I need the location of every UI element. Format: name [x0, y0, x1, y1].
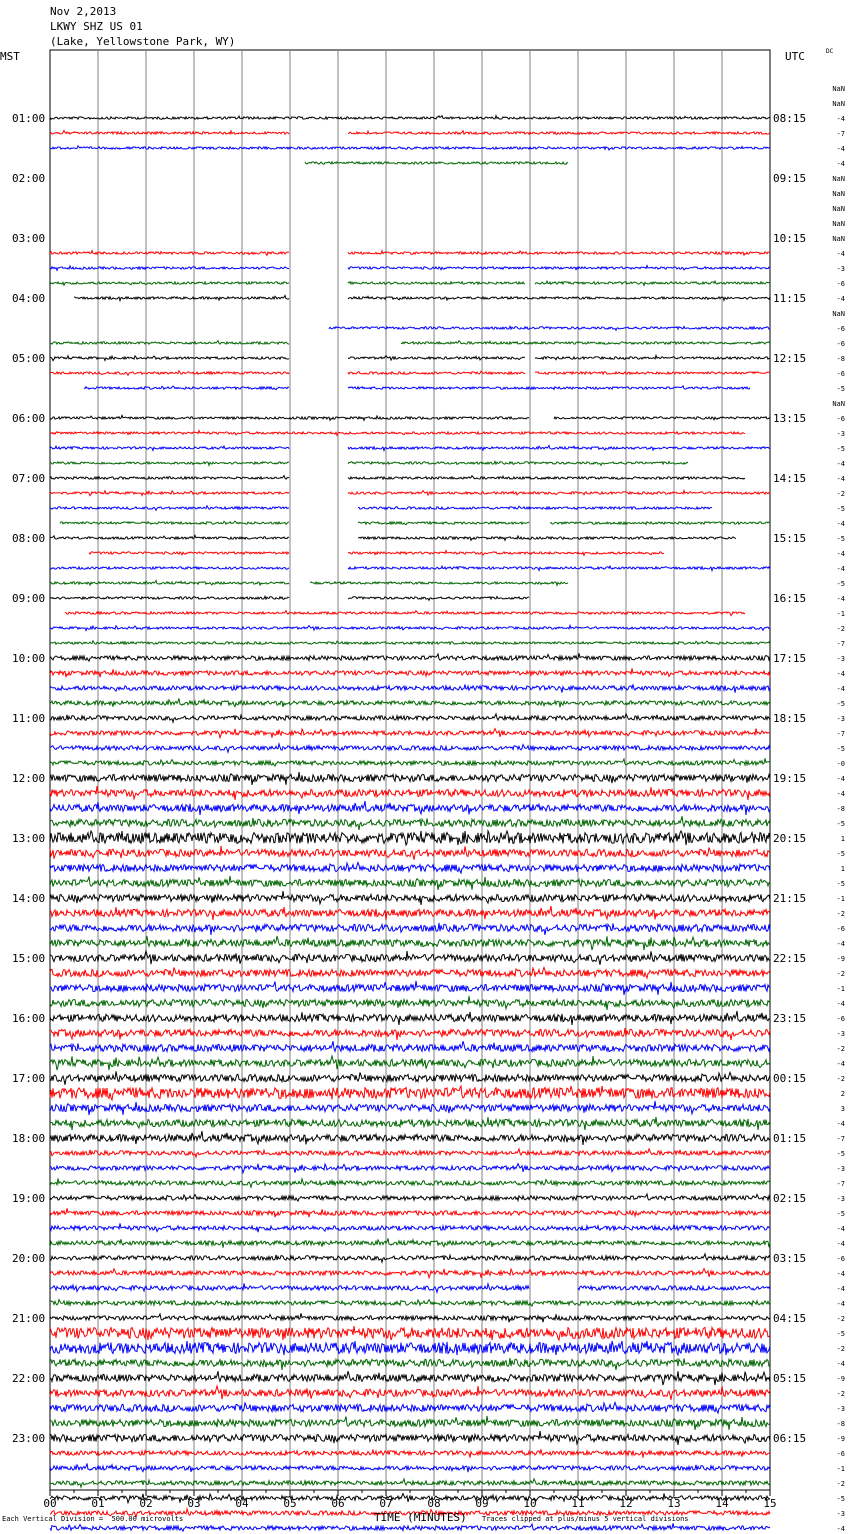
- dc-offset-label: -7: [836, 1135, 845, 1143]
- dc-offset-label: -3: [836, 655, 845, 663]
- hour-label-left: 10:00: [12, 652, 46, 665]
- dc-offset-label: -3: [836, 1405, 845, 1413]
- seismic-trace: [50, 1011, 770, 1025]
- dc-offset-label: -5: [836, 1330, 845, 1338]
- seismic-trace: [50, 1041, 770, 1052]
- dc-offset-label: -4: [836, 1000, 845, 1008]
- seismic-trace: [50, 1071, 770, 1085]
- dc-offset-label: -4: [836, 940, 845, 948]
- dc-offset-label: -4: [836, 1225, 845, 1233]
- dc-offset-label: -6: [836, 340, 845, 348]
- seismic-trace: [50, 923, 770, 935]
- dc-offset-label: -4: [836, 775, 845, 783]
- hour-label-left: 20:00: [12, 1252, 46, 1265]
- dc-offset-label: -4: [836, 550, 845, 558]
- hour-label-right: 17:15: [773, 652, 807, 665]
- hour-label-right: 09:15: [773, 172, 807, 185]
- dc-offset-label: NaN: [832, 310, 845, 318]
- hour-label-left: 12:00: [12, 772, 46, 785]
- dc-offset-label: -6: [836, 280, 845, 288]
- hour-label-right: 11:15: [773, 292, 807, 305]
- x-tick-label: 10: [523, 1497, 537, 1510]
- seismic-trace: [50, 266, 770, 271]
- dc-offset-label: -7: [836, 1180, 845, 1188]
- seismic-trace: [50, 446, 770, 451]
- dc-offset-label: -4: [836, 1270, 845, 1278]
- seismic-trace: [50, 1371, 770, 1385]
- seismic-trace: [50, 936, 770, 950]
- seismic-trace: [50, 744, 770, 752]
- hour-label-left: 17:00: [12, 1072, 46, 1085]
- dc-offset-label: -2: [836, 1045, 845, 1053]
- seismic-trace: [50, 1149, 770, 1157]
- date-label: Nov 2,2013: [50, 5, 117, 18]
- dc-offset-label: -2: [836, 910, 845, 918]
- dc-offset-label: 1: [840, 865, 845, 873]
- dc-offset-label: -9: [836, 955, 845, 963]
- seismic-trace: [50, 461, 770, 465]
- seismic-trace: [305, 162, 770, 164]
- clip-note: Traces clipped at plus/minus 5 vertical divisions: [482, 1515, 689, 1523]
- seismic-trace: [50, 1479, 770, 1487]
- dc-offset-label: -2: [836, 625, 845, 633]
- seismic-trace: [84, 386, 770, 390]
- seismic-trace: [50, 684, 770, 692]
- dc-offset-label: NaN: [832, 400, 845, 408]
- seismic-trace: [50, 772, 770, 785]
- dc-offset-label: -4: [836, 1300, 845, 1308]
- seismic-trace: [50, 641, 770, 644]
- dc-offset-label: -4: [836, 670, 845, 678]
- seismic-trace: [329, 326, 770, 330]
- dc-offset-label: -9: [836, 1375, 845, 1383]
- dc-offset-label: NaN: [832, 100, 845, 108]
- seismic-trace: [50, 1283, 770, 1292]
- x-tick-label: 04: [235, 1497, 249, 1510]
- hour-label-left: 19:00: [12, 1192, 46, 1205]
- x-tick-label: 01: [91, 1497, 105, 1510]
- dc-offset-label: -4: [836, 1360, 845, 1368]
- dc-offset-label: -3: [836, 1030, 845, 1038]
- seismic-trace: [50, 981, 770, 995]
- dc-offset-label: -5: [836, 505, 845, 513]
- seismic-trace: [50, 1341, 770, 1355]
- seismic-trace: [50, 1028, 770, 1040]
- seismic-trace: [50, 1178, 770, 1187]
- dc-offset-label: -5: [836, 445, 845, 453]
- dc-offset-label: -4: [836, 460, 845, 468]
- seismic-trace: [50, 1269, 770, 1278]
- x-tick-label: 02: [139, 1497, 153, 1510]
- seismic-trace: [50, 1238, 770, 1247]
- dc-offset-label: NaN: [832, 85, 845, 93]
- hour-label-right: 23:15: [773, 1012, 807, 1025]
- seismic-trace: [50, 1449, 770, 1457]
- x-tick-label: 03: [187, 1497, 201, 1510]
- seismic-trace: [50, 996, 770, 1010]
- hour-label-right: 20:15: [773, 832, 807, 845]
- seismic-trace: [50, 891, 770, 905]
- seismic-trace: [50, 653, 770, 661]
- x-tick-label: 11: [571, 1497, 585, 1510]
- dc-offset-label: -2: [836, 1390, 845, 1398]
- seismic-trace: [50, 371, 770, 376]
- seismic-trace: [50, 415, 770, 420]
- seismic-trace: [50, 1254, 770, 1262]
- dc-offset-label: -5: [836, 700, 845, 708]
- seismic-trace: [50, 1386, 770, 1400]
- seismic-trace: [60, 521, 770, 525]
- seismic-trace: [50, 596, 770, 600]
- dc-offset-label: NaN: [832, 175, 845, 183]
- hour-label-left: 06:00: [12, 412, 46, 425]
- dc-offset-label: NaN: [832, 235, 845, 243]
- seismic-trace: [50, 1194, 770, 1201]
- hour-label-right: 16:15: [773, 592, 807, 605]
- dc-offset-label: -4: [836, 595, 845, 603]
- dc-offset-label: -5: [836, 580, 845, 588]
- dc-offset-label: -5: [836, 1495, 845, 1503]
- seismic-trace: [50, 698, 770, 707]
- hour-label-right: 19:15: [773, 772, 807, 785]
- seismic-trace: [74, 296, 770, 301]
- dc-offset-label: -6: [836, 325, 845, 333]
- dc-offset-label: -4: [836, 520, 845, 528]
- dc-offset-label: -3: [836, 265, 845, 273]
- dc-offset-label: -5: [836, 850, 845, 858]
- dc-header-label: DC: [826, 48, 834, 55]
- x-tick-label: 13: [667, 1497, 681, 1510]
- dc-offset-label: -8: [836, 805, 845, 813]
- hour-label-left: 07:00: [12, 472, 46, 485]
- dc-offset-label: -6: [836, 1450, 845, 1458]
- seismic-trace: [50, 341, 770, 345]
- dc-offset-label: -6: [836, 1015, 845, 1023]
- x-tick-label: 07: [379, 1497, 393, 1510]
- dc-offset-label: 3: [840, 1105, 845, 1113]
- dc-offset-label: -4: [836, 250, 845, 258]
- seismic-trace: [50, 1416, 770, 1430]
- dc-offset-label: -5: [836, 1150, 845, 1158]
- dc-offset-label: -4: [836, 115, 845, 123]
- hour-label-right: 21:15: [773, 892, 807, 905]
- seismic-trace: [50, 786, 770, 800]
- dc-offset-label: -7: [836, 640, 845, 648]
- dc-offset-label: -4: [836, 685, 845, 693]
- hour-label-left: 01:00: [12, 112, 46, 125]
- hour-label-right: 02:15: [773, 1192, 807, 1205]
- seismic-trace: [50, 1101, 770, 1115]
- seismic-trace: [50, 1117, 770, 1130]
- x-tick-label: 15: [763, 1497, 777, 1510]
- seismic-trace: [50, 476, 770, 480]
- dc-offset-label: -4: [836, 295, 845, 303]
- hour-label-left: 21:00: [12, 1312, 46, 1325]
- seismic-trace: [50, 831, 770, 845]
- dc-offset-label: -0: [836, 760, 845, 768]
- dc-offset-label: -1: [836, 610, 845, 618]
- hour-label-left: 14:00: [12, 892, 46, 905]
- dc-offset-label: -5: [836, 745, 845, 753]
- seismic-trace: [50, 1164, 770, 1173]
- scale-note: Each Vertical Division = 500.00 microvolts: [2, 1515, 184, 1523]
- seismic-trace: [50, 1326, 770, 1340]
- hour-label-right: 12:15: [773, 352, 807, 365]
- seismic-trace: [50, 566, 770, 571]
- dc-offset-label: -4: [836, 1240, 845, 1248]
- dc-offset-label: 1: [840, 835, 845, 843]
- hour-label-left: 05:00: [12, 352, 46, 365]
- seismic-trace: [50, 1223, 770, 1232]
- seismic-trace: [50, 801, 770, 815]
- dc-offset-label: -1: [836, 985, 845, 993]
- seismic-trace: [50, 758, 770, 766]
- dc-offset-label: -6: [836, 415, 845, 423]
- dc-offset-label: NaN: [832, 190, 845, 198]
- seismic-trace: [50, 967, 770, 978]
- seismic-trace: [89, 551, 770, 556]
- dc-offset-label: -6: [836, 1255, 845, 1263]
- dc-offset-label: -5: [836, 880, 845, 888]
- dc-offset-label: -4: [836, 790, 845, 798]
- hour-label-right: 14:15: [773, 472, 807, 485]
- seismic-trace: [50, 668, 770, 677]
- dc-offset-label: -1: [836, 895, 845, 903]
- seismic-trace: [50, 1463, 770, 1472]
- dc-offset-label: -8: [836, 355, 845, 363]
- hour-label-left: 15:00: [12, 952, 46, 965]
- left-timezone-label: MST: [0, 50, 20, 63]
- hour-label-left: 13:00: [12, 832, 46, 845]
- seismic-trace: [50, 146, 770, 150]
- dc-offset-label: -8: [836, 1420, 845, 1428]
- dc-offset-label: -1: [836, 1465, 845, 1473]
- dc-offset-label: -4: [836, 1525, 845, 1533]
- dc-offset-label: -2: [836, 1075, 845, 1083]
- seismic-trace: [50, 431, 770, 436]
- seismic-trace: [50, 1358, 770, 1370]
- seismic-trace: [50, 728, 770, 737]
- seismic-trace: [50, 951, 770, 965]
- dc-offset-label: -4: [836, 145, 845, 153]
- hour-label-left: 18:00: [12, 1132, 46, 1145]
- seismic-trace: [65, 611, 770, 616]
- dc-offset-label: -3: [836, 1195, 845, 1203]
- dc-offset-label: -2: [836, 490, 845, 498]
- x-tick-label: 08: [427, 1497, 441, 1510]
- seismic-trace: [50, 876, 770, 890]
- hour-label-left: 04:00: [12, 292, 46, 305]
- seismic-trace: [50, 1131, 770, 1145]
- seismic-trace: [50, 862, 770, 873]
- dc-offset-label: -3: [836, 1510, 845, 1518]
- hour-label-right: 13:15: [773, 412, 807, 425]
- dc-offset-label: -5: [836, 1210, 845, 1218]
- x-tick-label: 06: [331, 1497, 345, 1510]
- hour-label-right: 10:15: [773, 232, 807, 245]
- seismic-trace: [50, 1086, 770, 1100]
- x-axis-label: TIME (MINUTES): [374, 1511, 467, 1524]
- hour-label-right: 18:15: [773, 712, 807, 725]
- x-tick-label: 05: [283, 1497, 297, 1510]
- location-label: (Lake, Yellowstone Park, WY): [50, 35, 236, 48]
- seismic-trace: [50, 846, 770, 860]
- x-tick-label: 12: [619, 1497, 633, 1510]
- hour-label-right: 06:15: [773, 1432, 807, 1445]
- hour-label-right: 05:15: [773, 1372, 807, 1385]
- dc-offset-label: -2: [836, 970, 845, 978]
- dc-offset-label: -7: [836, 130, 845, 138]
- dc-offset-label: -2: [836, 1345, 845, 1353]
- dc-offset-label: -9: [836, 1435, 845, 1443]
- dc-offset-label: -4: [836, 160, 845, 168]
- hour-label-left: 09:00: [12, 592, 46, 605]
- seismic-trace: [50, 506, 770, 511]
- dc-offset-label: -4: [836, 1120, 845, 1128]
- dc-offset-label: -4: [836, 1060, 845, 1068]
- seismic-trace: [50, 714, 770, 722]
- hour-label-right: 03:15: [773, 1252, 807, 1265]
- dc-offset-label: -4: [836, 1285, 845, 1293]
- hour-label-right: 22:15: [773, 952, 807, 965]
- seismic-trace: [50, 281, 770, 286]
- dc-offset-label: 2: [840, 1090, 845, 1098]
- dc-offset-label: -2: [836, 1315, 845, 1323]
- hour-label-left: 16:00: [12, 1012, 46, 1025]
- hour-label-right: 08:15: [773, 112, 807, 125]
- dc-offset-label: -5: [836, 385, 845, 393]
- seismic-trace: [50, 131, 770, 135]
- seismic-trace: [50, 1208, 770, 1217]
- hour-label-left: 23:00: [12, 1432, 46, 1445]
- dc-offset-label: -2: [836, 1480, 845, 1488]
- seismic-trace: [50, 626, 770, 631]
- dc-offset-label: NaN: [832, 205, 845, 213]
- hour-label-left: 11:00: [12, 712, 46, 725]
- seismic-trace: [50, 356, 770, 361]
- seismic-trace: [50, 1056, 770, 1070]
- dc-offset-label: -3: [836, 430, 845, 438]
- seismic-trace: [50, 816, 770, 830]
- hour-label-right: 00:15: [773, 1072, 807, 1085]
- dc-offset-label: -6: [836, 925, 845, 933]
- seismic-trace: [50, 906, 770, 920]
- dc-offset-label: -5: [836, 535, 845, 543]
- seismic-trace: [50, 1431, 770, 1445]
- dc-offset-label: NaN: [832, 220, 845, 228]
- x-tick-label: 00: [43, 1497, 57, 1510]
- seismic-trace: [50, 1300, 770, 1307]
- dc-offset-label: -5: [836, 820, 845, 828]
- hour-label-left: 08:00: [12, 532, 46, 545]
- seismic-trace: [50, 1313, 770, 1322]
- dc-offset-label: -7: [836, 730, 845, 738]
- right-timezone-label: UTC: [785, 50, 805, 63]
- dc-offset-label: -3: [836, 1165, 845, 1173]
- station-label: LKWY SHZ US 01: [50, 20, 143, 33]
- dc-offset-label: -4: [836, 565, 845, 573]
- seismic-trace: [50, 1402, 770, 1413]
- dc-offset-label: -3: [836, 715, 845, 723]
- seismic-trace: [50, 491, 770, 496]
- seismic-trace: [50, 1523, 770, 1531]
- hour-label-right: 04:15: [773, 1312, 807, 1325]
- hour-label-left: 22:00: [12, 1372, 46, 1385]
- x-tick-label: 09: [475, 1497, 489, 1510]
- x-tick-label: 14: [715, 1497, 729, 1510]
- hour-label-left: 03:00: [12, 232, 46, 245]
- seismic-trace: [50, 116, 770, 120]
- dc-offset-label: -6: [836, 370, 845, 378]
- seismic-trace: [50, 535, 770, 540]
- seismic-trace: [50, 581, 770, 586]
- seismic-trace: [50, 251, 770, 256]
- seismic-trace: [50, 1493, 770, 1502]
- hour-label-right: 01:15: [773, 1132, 807, 1145]
- dc-offset-label: -4: [836, 475, 845, 483]
- hour-label-left: 02:00: [12, 172, 46, 185]
- hour-label-right: 15:15: [773, 532, 807, 545]
